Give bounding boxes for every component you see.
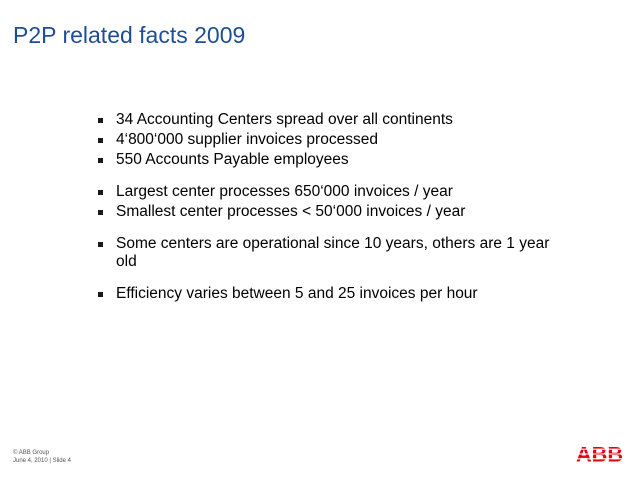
bullet-group-1: [98, 111, 558, 169]
bullet-item: [98, 235, 558, 271]
bullet-text: Smallest center processes < 50‘000 invoices / year: [116, 203, 466, 220]
bullet-list: [98, 111, 558, 317]
bullet-item: [98, 183, 558, 201]
square-bullet-icon: [98, 190, 103, 195]
bullet-group-3: [98, 235, 558, 271]
bullet-text: Some centers are operational since 10 years, others are 1 year old: [116, 235, 550, 270]
bullet-item: [98, 151, 558, 169]
bullet-item: [98, 203, 558, 221]
bullet-text: 550 Accounts Payable employees: [116, 151, 349, 168]
footer-copyright: © ABB Group: [13, 450, 50, 456]
slide-title: P2P related facts 2009: [13, 22, 246, 48]
square-bullet-icon: [98, 138, 103, 143]
bullet-item: [98, 131, 558, 149]
bullet-item: [98, 285, 558, 303]
bullet-text: Largest center processes 650‘000 invoices / year: [116, 183, 453, 200]
square-bullet-icon: [98, 118, 103, 123]
bullet-group-2: [98, 183, 558, 221]
square-bullet-icon: [98, 242, 103, 247]
square-bullet-icon: [98, 210, 103, 215]
square-bullet-icon: [98, 292, 103, 297]
bullet-text: 34 Accounting Centers spread over all continents: [116, 111, 453, 128]
abb-logo: [575, 444, 624, 464]
bullet-text: 4‘800‘000 supplier invoices processed: [116, 131, 378, 148]
bullet-text: Efficiency varies between 5 and 25 invoices per hour: [116, 285, 478, 302]
slide-footer: [13, 450, 71, 465]
square-bullet-icon: [98, 158, 103, 163]
abb-logo-text: ABB: [576, 444, 623, 464]
footer-date-slide: June 4, 2010 | Slide 4: [13, 457, 71, 464]
bullet-item: [98, 111, 558, 129]
bullet-group-4: [98, 285, 558, 303]
